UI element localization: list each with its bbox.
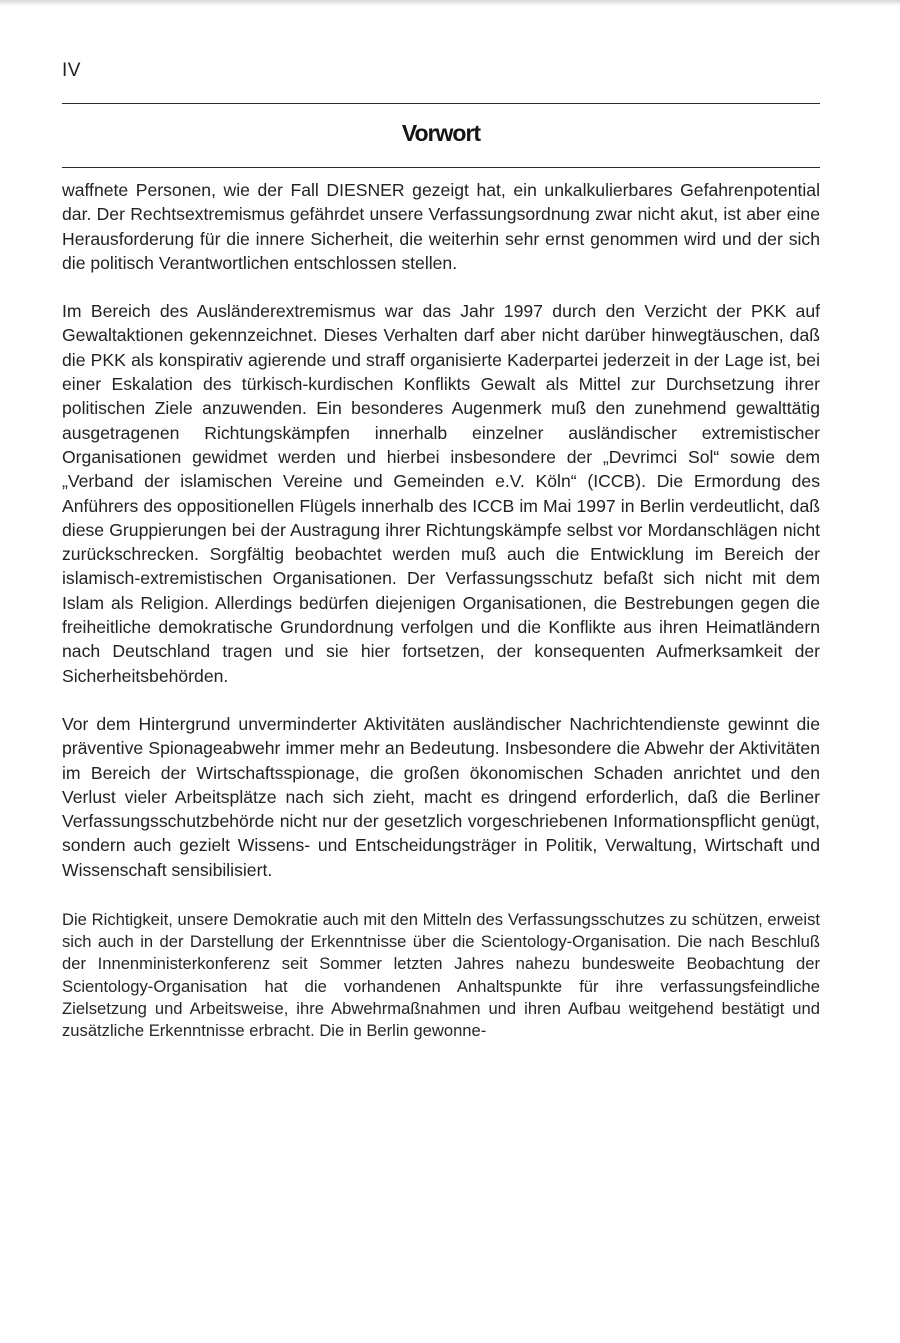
section-title: Vorwort <box>401 120 481 146</box>
paragraph-spionageabwehr: Vor dem Hintergrund unverminderter Aktivitäten ausländischer Nachrichtendienste gewinnt die präventive Spionageabwehr immer mehr an Bedeutung. Insbesondere die Abwehr der Aktivitäten im Bereich der Wirtschaftsspionage, die großen ökonomischen Schaden anrichtet und den Verlust vieler Arbeitsplätze nach sich zieht, macht es dringend erforderlich, daß die Berliner Verfassungsschutzbehörde nicht nur der gesetzlich vorgeschriebenen Informationspflicht genügt, sondern auch gezielt Wissens- und Entscheidungsträger in Politik, Verwaltung, Wirtschaft und Wissenschaft sensibilisiert. <box>62 713 820 880</box>
paragraph-rechtsextremismus: waffnete Personen, wie der Fall DIESNER gezeigt hat, ein unkalkulierbares Gefahrenpotential dar. Der Rechtsextremismus gefährdet unsere Verfassungsordnung zwar nicht akut, ist aber eine Herausforderung für die innere Sicherheit, die weiterhin sehr ernst genommen wird und der sich die politisch Verantwortlichen entschlossen stellen. <box>62 180 820 273</box>
scan-edge <box>0 0 900 6</box>
body-text <box>62 178 820 1042</box>
page-number: IV <box>62 60 81 81</box>
header-rule-top <box>62 103 820 104</box>
paragraph-scientology: Die Richtigkeit, unsere Demokratie auch mit den Mitteln des Verfassungsschutzes zu schützen, erweist sich auch in der Darstellung der Erkenntnisse über die Scientology-Organisation. Die nach Beschluß der Innenministerkonferenz seit Sommer letzten Jahres nahezu bundesweite Beobachtung der Scientology-Organisation hat die vorhandenen Anhaltspunkte für ihre verfassungsfeindliche Zielsetzung und Arbeitsweise, ihre Abwehrmaßnahmen und ihren Aufbau weitgehend bestätigt und zusätzliche Erkenntnisse erbracht. Die in Berlin gewonne- <box>62 910 820 1041</box>
paragraph-auslaenderextremismus: Im Bereich des Ausländerextremismus war das Jahr 1997 durch den Verzicht der PKK auf Gewaltaktionen gekennzeichnet. Dieses Verhalten darf aber nicht darüber hinwegtäuschen, daß die PKK als konspirativ agierende und straff organisierte Kaderpartei jederzeit in der Lage ist, bei einer Eskalation des türkisch-kurdischen Konflikts Gewalt als Mittel zur Durchsetzung ihrer politischen Ziele anzuwenden. Ein besonderes Augenmerk muß den zunehmend gewalttätig ausgetragenen Richtungskämpfen innerhalb einzelner ausländischer extremistischer Organisationen gewidmet werden und hierbei insbesondere der „Devrimci Sol“ sowie dem „Verband der islamischen Vereine und Gemeinden e.V. Köln“ (ICCB). Die Ermordung des Anführers des oppositionellen Flügels innerhalb des ICCB im Mai 1997 in Berlin verdeutlicht, daß diese Gruppierungen bei der Austragung ihrer Richtungskämpfe selbst vor Mordanschlägen nicht zurückschrecken. Sorgfältig beobachtet werden muß auch die Entwicklung im Bereich der islamisch-extremistischen Organisationen. Der Verfassungsschutz befaßt sich nicht mit dem Islam als Religion. Allerdings bedürfen diejenigen Organisationen, die Bestrebungen gegen die freiheitliche demokratische Grundordnung verfolgen und die Konflikte aus ihren Heimatländern nach Deutschland tragen und sie hier fortsetzen, der konsequenten Aufmerksamkeit der Sicherheitsbehörden. <box>62 301 820 686</box>
header-rule-bottom <box>62 167 820 168</box>
